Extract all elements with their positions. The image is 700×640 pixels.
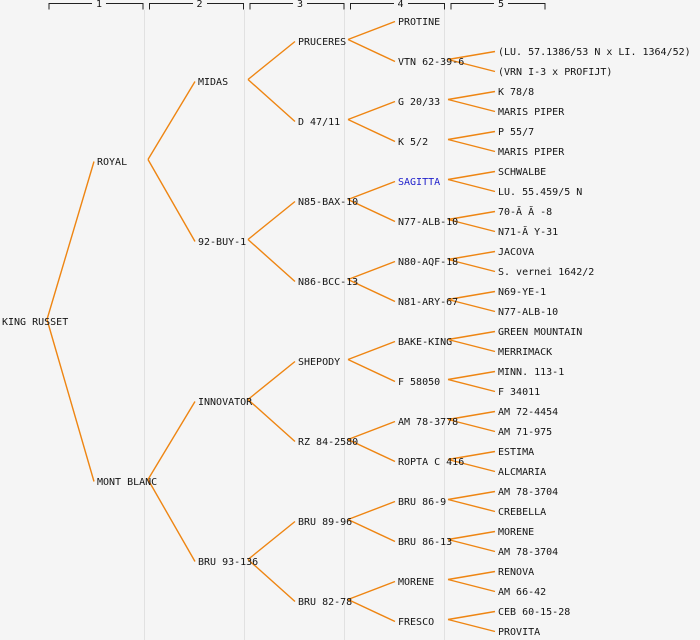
- pedigree-node[interactable]: BRU 86-13: [398, 537, 453, 548]
- line: [448, 340, 495, 352]
- generation-number: 1: [92, 0, 106, 10]
- pedigree-node[interactable]: ESTIMA: [498, 447, 535, 458]
- pedigree-node[interactable]: N80-AQF-18: [398, 257, 459, 268]
- pedigree-node[interactable]: BRU 93-136: [198, 557, 259, 568]
- pedigree-node[interactable]: AM 78-3704: [498, 487, 559, 498]
- generation-number: 3: [293, 0, 307, 10]
- pedigree-node[interactable]: MONT BLANC: [97, 477, 158, 488]
- line: [348, 502, 395, 520]
- line: [47, 162, 94, 320]
- pedigree-node[interactable]: MINN. 113-1: [498, 367, 565, 378]
- pedigree-node[interactable]: (VRN I-3 x PROFIJT): [498, 67, 613, 78]
- line: [448, 612, 495, 620]
- line: [348, 102, 395, 120]
- pedigree-node[interactable]: N86-BCC-13: [298, 277, 359, 288]
- line: [248, 202, 295, 240]
- pedigree-node[interactable]: GREEN MOUNTAIN: [498, 327, 583, 338]
- pedigree-node[interactable]: MIDAS: [198, 77, 229, 88]
- line: [148, 480, 195, 562]
- pedigree-node[interactable]: K 5/2: [398, 137, 429, 148]
- pedigree-node[interactable]: BRU 89-96: [298, 517, 353, 528]
- pedigree-node[interactable]: BAKE-KING: [398, 337, 453, 348]
- line: [248, 362, 295, 400]
- pedigree-node[interactable]: N85-BAX-10: [298, 197, 359, 208]
- pedigree-node[interactable]: PROTINE: [398, 17, 441, 28]
- line: [348, 40, 395, 62]
- pedigree-node[interactable]: BRU 82-78: [298, 597, 353, 608]
- line: [448, 172, 495, 180]
- pedigree-node[interactable]: N81-ARY-67: [398, 297, 459, 308]
- pedigree-node[interactable]: PRUCERES: [298, 37, 347, 48]
- pedigree-node[interactable]: CREBELLA: [498, 507, 547, 518]
- pedigree-node[interactable]: BRU 86-9: [398, 497, 447, 508]
- line: [448, 180, 495, 192]
- pedigree-node[interactable]: D 47/11: [298, 117, 341, 128]
- pedigree-node[interactable]: K 78/8: [498, 87, 535, 98]
- line: [148, 160, 195, 242]
- pedigree-node[interactable]: LU. 55.459/5 N: [498, 187, 583, 198]
- pedigree-node[interactable]: MERRIMACK: [498, 347, 553, 358]
- pedigree-node[interactable]: INNOVATOR: [198, 397, 253, 408]
- line: [448, 132, 495, 140]
- line: [348, 360, 395, 382]
- pedigree-node[interactable]: F 58050: [398, 377, 441, 388]
- line: [448, 580, 495, 592]
- line: [348, 582, 395, 600]
- line: [248, 240, 295, 282]
- line: [47, 320, 94, 482]
- generation-number: 2: [192, 0, 206, 10]
- line: [248, 80, 295, 122]
- pedigree-node[interactable]: ROYAL: [97, 157, 128, 168]
- line: [348, 22, 395, 40]
- pedigree-node[interactable]: KING RUSSET: [2, 317, 69, 328]
- line: [448, 140, 495, 152]
- line: [448, 372, 495, 380]
- pedigree-node[interactable]: PROVITA: [498, 627, 541, 638]
- line: [448, 100, 495, 112]
- pedigree-node[interactable]: AM 78-3704: [498, 547, 559, 558]
- line: [448, 500, 495, 512]
- pedigree-node[interactable]: G 20/33: [398, 97, 441, 108]
- generation-number: 4: [393, 0, 407, 10]
- line: [448, 332, 495, 340]
- pedigree-node[interactable]: RENOVA: [498, 567, 535, 578]
- line: [448, 380, 495, 392]
- pedigree-node[interactable]: RZ 84-2580: [298, 437, 359, 448]
- pedigree-node[interactable]: MORENE: [398, 577, 435, 588]
- pedigree-node[interactable]: AM 71-975: [498, 427, 553, 438]
- pedigree-node[interactable]: N71-Ă Y-31: [498, 227, 559, 238]
- pedigree-node[interactable]: F 34011: [498, 387, 541, 398]
- pedigree-node[interactable]: AM 78-3778: [398, 417, 459, 428]
- line: [348, 600, 395, 622]
- pedigree-node[interactable]: FRESCO: [398, 617, 435, 628]
- line: [348, 342, 395, 360]
- line: [448, 92, 495, 100]
- line: [248, 522, 295, 560]
- pedigree-node[interactable]: (LU. 57.1386/53 N x LI. 1364/52): [498, 47, 691, 58]
- line: [348, 120, 395, 142]
- pedigree-node[interactable]: VTN 62-39-6: [398, 57, 465, 68]
- line: [148, 82, 195, 160]
- pedigree-node[interactable]: 92-BUY-1: [198, 237, 247, 248]
- pedigree-node[interactable]: AM 72-4454: [498, 407, 559, 418]
- line: [448, 492, 495, 500]
- pedigree-node[interactable]: N77-ALB-10: [398, 217, 459, 228]
- pedigree-node[interactable]: CEB 60-15-28: [498, 607, 571, 618]
- pedigree-node[interactable]: N69-YE-1: [498, 287, 547, 298]
- pedigree-node[interactable]: MARIS PIPER: [498, 107, 565, 118]
- pedigree-node-selected[interactable]: SAGITTA: [398, 177, 441, 188]
- generation-number: 5: [494, 0, 508, 10]
- pedigree-node[interactable]: MARIS PIPER: [498, 147, 565, 158]
- line: [448, 572, 495, 580]
- pedigree-node[interactable]: JACOVA: [498, 247, 535, 258]
- pedigree-node[interactable]: SCHWALBE: [498, 167, 547, 178]
- line: [148, 402, 195, 480]
- pedigree-node[interactable]: AM 66-42: [498, 587, 547, 598]
- line: [248, 400, 295, 442]
- pedigree-node[interactable]: N77-ALB-10: [498, 307, 559, 318]
- pedigree-node[interactable]: ROPTA C 416: [398, 457, 465, 468]
- pedigree-node[interactable]: S. vernei 1642/2: [498, 267, 595, 278]
- line: [248, 42, 295, 80]
- line: [348, 520, 395, 542]
- line: [448, 532, 495, 540]
- pedigree-node[interactable]: 70-Ă Ă -8: [498, 207, 553, 218]
- pedigree-node[interactable]: SHEPODY: [298, 357, 341, 368]
- pedigree-node[interactable]: P 55/7: [498, 127, 535, 138]
- pedigree-node[interactable]: MORENE: [498, 527, 535, 538]
- line: [448, 540, 495, 552]
- line: [448, 620, 495, 632]
- pedigree-node[interactable]: ALCMARIA: [498, 467, 547, 478]
